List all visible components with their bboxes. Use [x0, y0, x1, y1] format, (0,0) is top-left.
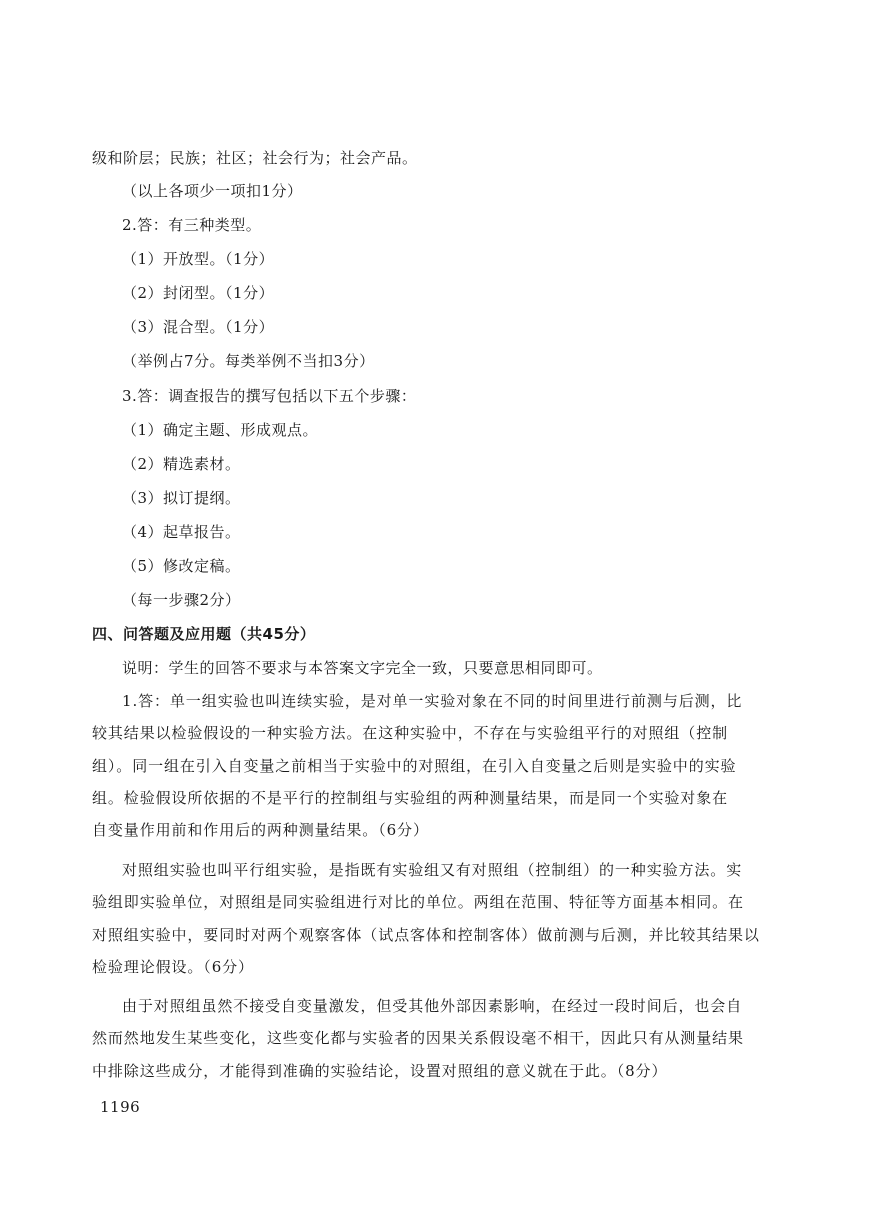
text-line: 级和阶层；民族；社区；社会行为；社会产品。 [92, 149, 418, 167]
text-line: 3.答：调查报告的撰写包括以下五个步骤： [122, 387, 417, 405]
answer-paragraph-2 [92, 854, 760, 983]
text-line: 2.答：有三种类型。 [122, 216, 262, 234]
paragraph-line: 检验理论假设。（6分） [92, 957, 254, 976]
text-line: （2）精选素材。 [122, 455, 241, 473]
paragraph-line: 然而然地发生某些变化，这些变化都与实验者的因果关系假设毫不相干，因此只有从测量结果 [92, 1029, 744, 1048]
text-line: （4）起草报告。 [122, 523, 241, 541]
paragraph-line: 组）。同一组在引入自变量之前相当于实验中的对照组，在引入自变量之后则是实验中的实验 [92, 756, 737, 775]
text-line: （2）封闭型。（1分） [122, 284, 275, 302]
section-note: 说明：学生的回答不要求与本答案文字完全一致，只要意思相同即可。 [122, 659, 603, 677]
paragraph-line: 对照组实验中，要同时对两个观察客体（试点客体和控制客体）做前测与后测，并比较其结果以 [92, 925, 760, 944]
page-number: 1196 [100, 1098, 141, 1116]
text-line: （以上各项少一项扣1分） [122, 182, 303, 200]
paragraph-line: 由于对照组虽然不接受自变量激发，但受其他外部因素影响，在经过一段时间后，也会自 [122, 997, 743, 1015]
paragraph-line: 对照组实验也叫平行组实验，是指既有实验组又有对照组（控制组）的一种实验方法。实 [122, 861, 743, 879]
paragraph-line: 组。检验假设所依据的不是平行的控制组与实验组的两种测量结果，而是同一个实验对象在 [92, 788, 729, 807]
text-line: （1）确定主题、形成观点。 [122, 421, 319, 439]
paragraph-line: 较其结果以检验假设的一种实验方法。在这种实验中，不存在与实验组平行的对照组（控制 [92, 724, 729, 743]
text-line: （举例占7分。每类举例不当扣3分） [122, 352, 375, 370]
text-line: （1）开放型。（1分） [122, 250, 275, 268]
text-line: （每一步骤2分） [122, 591, 241, 609]
paragraph-line: 自变量作用前和作用后的两种测量结果。（6分） [92, 821, 429, 840]
answer-paragraph-1 [92, 685, 742, 846]
text-line: （3）拟订提纲。 [122, 489, 241, 507]
paragraph-line: 1.答：单一组实验也叫连续实验，是对单一实验对象在不同的时间里进行前测与后测，比 [122, 692, 743, 710]
section-heading: 四、问答题及应用题（共45分） [92, 625, 316, 643]
answer-paragraph-3 [92, 990, 744, 1087]
paragraph-line: 验组即实验单位，对照组是同实验组进行对比的单位。两组在范围、特征等方面基本相同。在 [92, 893, 744, 912]
text-line: （5）修改定稿。 [122, 557, 241, 575]
text-line: （3）混合型。（1分） [122, 318, 275, 336]
paragraph-line: 中排除这些成分，才能得到准确的实验结论，设置对照组的意义就在于此。（8分） [92, 1061, 668, 1080]
